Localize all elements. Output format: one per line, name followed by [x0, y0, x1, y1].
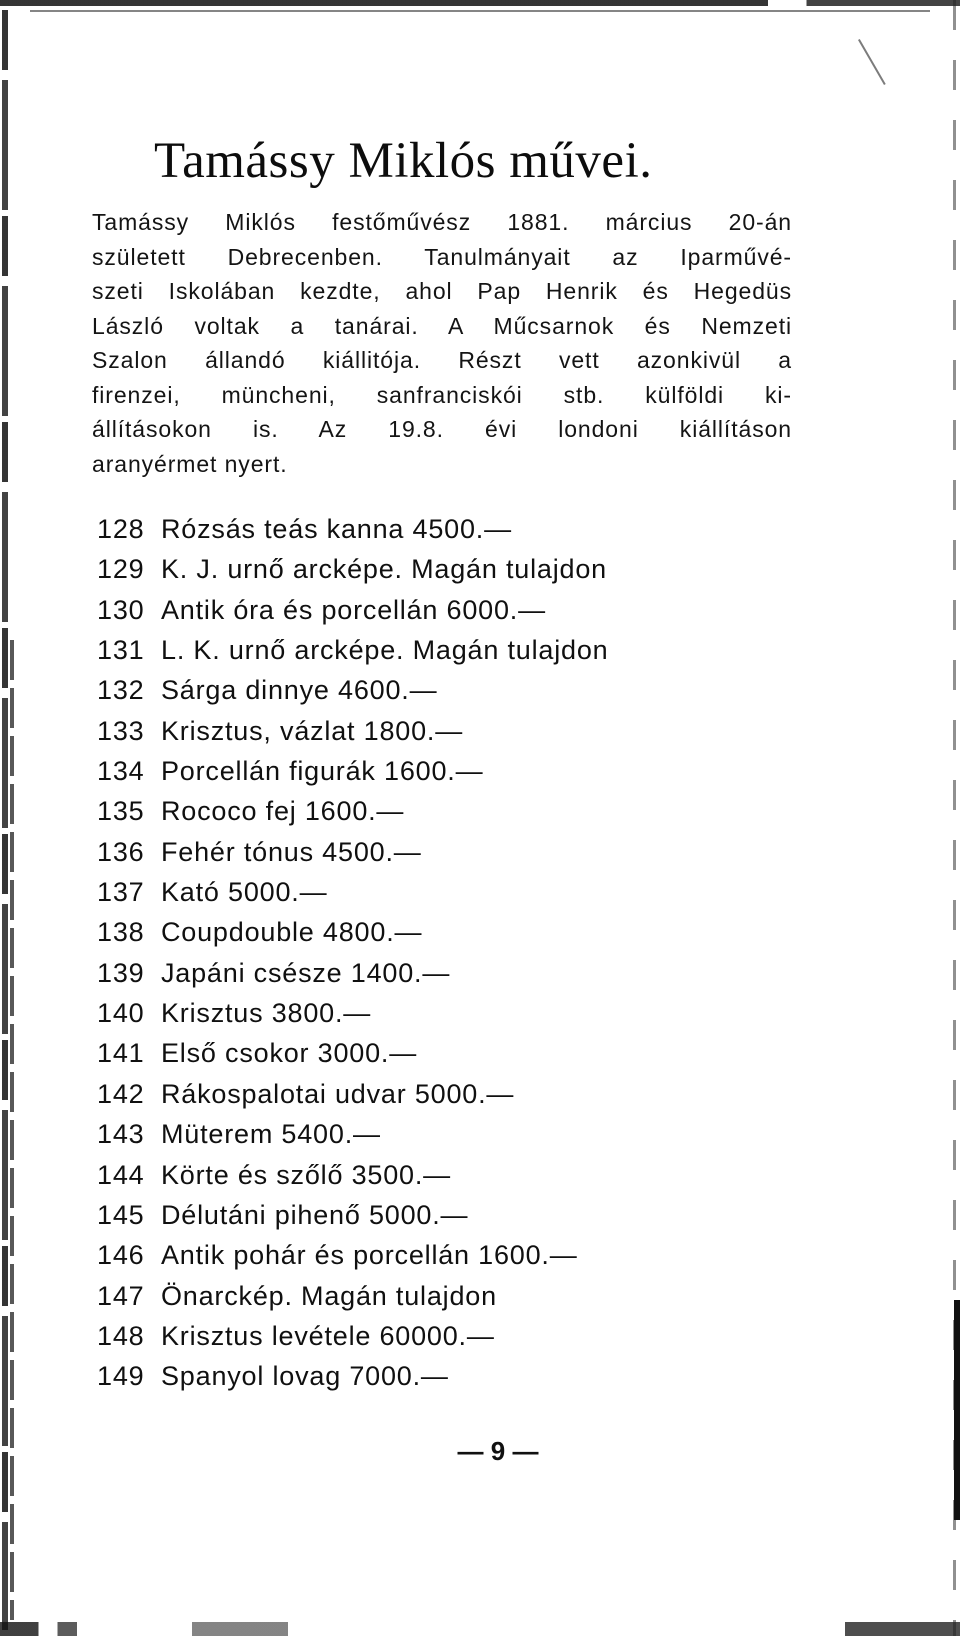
list-item	[97, 1356, 737, 1396]
work-title: Antik pohár és porcellán 1600.—	[161, 1240, 578, 1271]
work-number: 135	[97, 796, 145, 827]
list-item	[97, 670, 737, 710]
work-number: 148	[97, 1320, 145, 1351]
work-title: Spanyol lovag 7000.—	[161, 1361, 449, 1392]
work-title: Müterem 5400.—	[161, 1119, 381, 1150]
intro-line: született Debrecenben. Tanulmányait az Iparművé-	[92, 243, 792, 270]
work-number: 134	[97, 756, 145, 787]
work-number: 149	[97, 1361, 145, 1392]
work-number: 146	[97, 1240, 145, 1271]
work-number: 128	[97, 514, 145, 544]
scan-edge-bottom	[0, 1622, 960, 1636]
work-title: Krisztus levétele 60000.—	[161, 1320, 495, 1351]
work-title: Japáni csésze 1400.—	[161, 957, 451, 988]
works-list	[97, 509, 737, 1397]
work-number: 132	[97, 675, 145, 706]
work-title: Fehér tónus 4500.—	[161, 836, 422, 867]
list-item	[97, 590, 737, 630]
intro-line: szeti Iskolában kezdte, ahol Pap Henrik és Hegedüs	[92, 278, 792, 304]
work-title: L. K. urnő arcképe. Magán tulajdon	[161, 635, 609, 666]
corner-mark	[858, 19, 920, 85]
scan-edge-top	[0, 0, 960, 6]
page-number: — 9 —	[457, 1436, 539, 1466]
work-title: Rákospalotai udvar 5000.—	[161, 1078, 515, 1109]
work-title: Rococo fej 1600.—	[161, 796, 405, 827]
list-item	[97, 1114, 737, 1154]
list-item	[97, 791, 737, 831]
list-item	[97, 993, 737, 1033]
work-title: Önarckép. Magán tulajdon	[161, 1280, 497, 1311]
work-number: 143	[97, 1119, 145, 1150]
work-number: 131	[97, 635, 145, 666]
intro-line: aranyérmet nyert.	[92, 450, 288, 477]
page-title: Tamássy Miklós művei.	[154, 133, 653, 189]
scan-edge-left	[2, 10, 8, 1630]
list-item	[97, 1316, 737, 1356]
list-item	[97, 509, 737, 549]
biography-paragraph	[92, 205, 792, 481]
intro-line: Tamássy Miklós festőművész 1881. március 20-án	[92, 209, 792, 235]
list-item	[97, 953, 737, 993]
work-number: 141	[97, 1038, 145, 1069]
work-number: 138	[97, 917, 145, 948]
list-item	[97, 1235, 737, 1275]
work-title: Kató 5000.—	[161, 877, 328, 908]
list-item	[97, 549, 737, 589]
work-number: 140	[97, 998, 145, 1029]
work-number: 144	[97, 1159, 145, 1190]
work-number: 145	[97, 1199, 145, 1230]
work-number: 130	[97, 594, 145, 625]
intro-line: állításokon is. Az 19.8. évi londoni kiállításon	[92, 416, 792, 442]
scan-edge-left-inner	[10, 640, 14, 1620]
list-item	[97, 1033, 737, 1073]
list-item	[97, 1155, 737, 1195]
intro-line: László voltak a tanárai. A Műcsarnok és Nemzeti	[92, 312, 792, 339]
work-title: Sárga dinnye 4600.—	[161, 675, 438, 706]
work-title: Rózsás teás kanna 4500.—	[161, 514, 512, 544]
work-title: Körte és szőlő 3500.—	[161, 1159, 451, 1190]
list-item	[97, 832, 737, 872]
work-title: Coupdouble 4800.—	[161, 917, 423, 948]
work-title: Krisztus, vázlat 1800.—	[161, 715, 464, 746]
intro-line: firenzei, müncheni, sanfranciskói stb. külföldi ki-	[92, 381, 792, 408]
work-title: Első csokor 3000.—	[161, 1038, 418, 1069]
work-number: 136	[97, 836, 145, 867]
list-item	[97, 1276, 737, 1316]
list-item	[97, 872, 737, 912]
list-item	[97, 630, 737, 670]
work-number: 147	[97, 1280, 145, 1311]
work-number: 142	[97, 1078, 145, 1109]
list-item	[97, 751, 737, 791]
list-item	[97, 711, 737, 751]
work-number: 129	[97, 554, 145, 585]
work-number: 137	[97, 877, 145, 908]
scan-edge-top-line	[30, 10, 930, 12]
work-title: K. J. urnő arcképe. Magán tulajdon	[161, 554, 607, 585]
intro-line: Szalon állandó kiállitója. Részt vett azonkivül a	[92, 347, 792, 373]
work-number: 133	[97, 715, 145, 746]
work-title: Porcellán figurák 1600.—	[161, 756, 484, 787]
work-number: 139	[97, 957, 145, 988]
work-title: Antik óra és porcellán 6000.—	[161, 594, 546, 625]
list-item	[97, 1195, 737, 1235]
list-item	[97, 1074, 737, 1114]
work-title: Krisztus 3800.—	[161, 998, 372, 1029]
work-title: Délutáni pihenő 5000.—	[161, 1199, 469, 1230]
scan-edge-right-bar	[954, 1300, 960, 1520]
list-item	[97, 912, 737, 952]
